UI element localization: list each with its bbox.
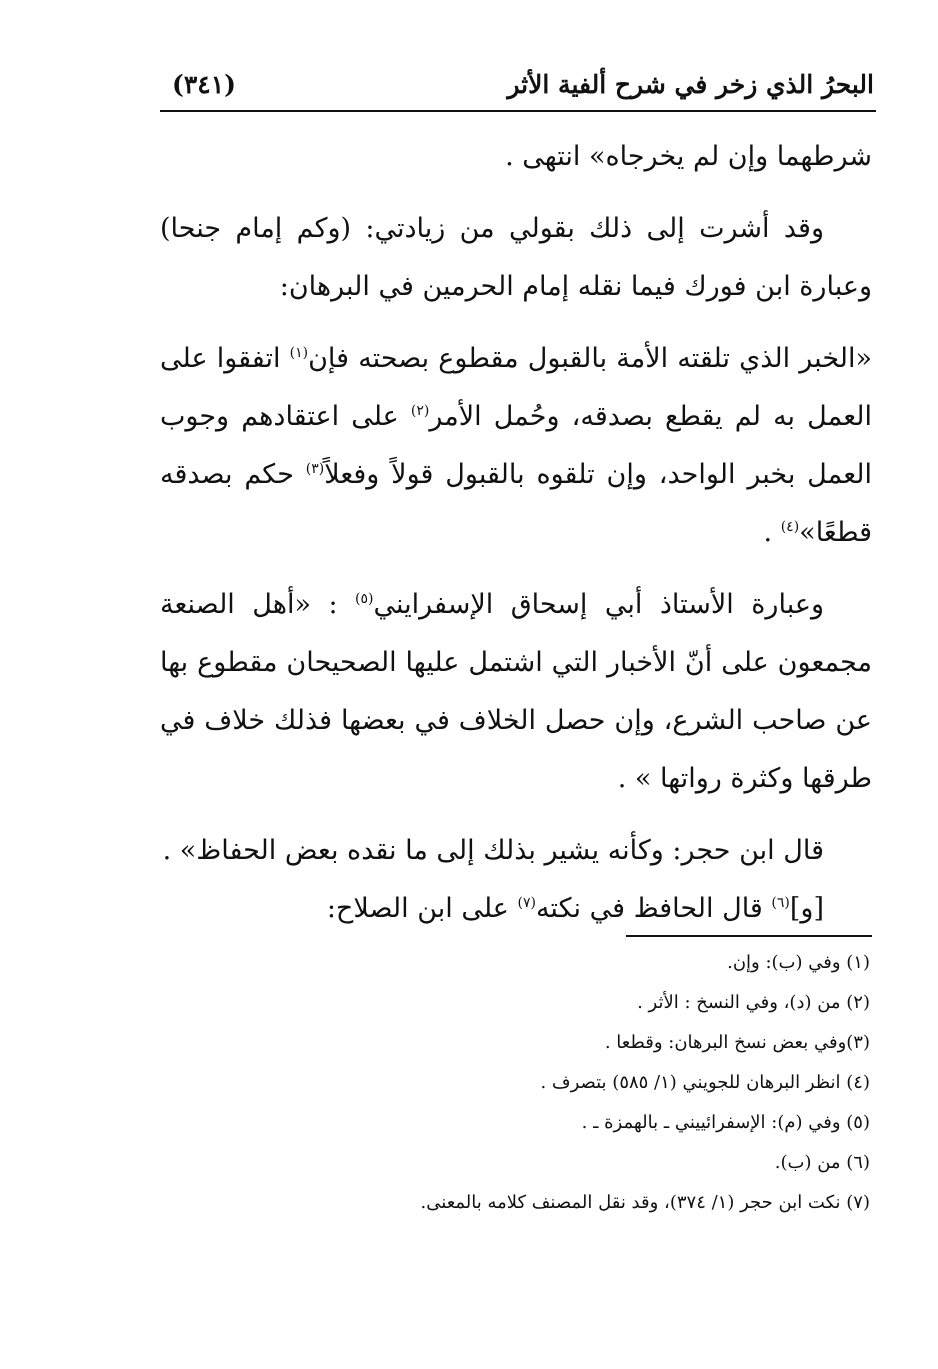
page-number: (٣٤١) bbox=[172, 70, 236, 99]
paragraph-5: قال ابن حجر: وكأنه يشير بذلك إلى ما نقده بعض الحفاظ» . bbox=[162, 835, 824, 866]
main-text bbox=[160, 128, 872, 938]
paragraph-4 bbox=[160, 576, 872, 808]
footnote-ref-4: (٤) bbox=[780, 519, 800, 535]
paragraph-6-text-c: على ابن الصلاح: bbox=[326, 893, 518, 924]
paragraph-6 bbox=[160, 880, 872, 938]
paragraph-3-text-e: . bbox=[763, 517, 781, 548]
paragraph-1: شرطهما وإن لم يخرجاه» انتهى . bbox=[505, 141, 872, 172]
page-header bbox=[160, 60, 876, 112]
footnote-4: (٤) انظر البرهان للجويني (١/ ٥٨٥) بتصرف . bbox=[540, 1072, 870, 1093]
footnote-ref-7: (٧) bbox=[517, 895, 536, 911]
paragraph-3-text-c: على اعتقادهم وجوب العمل بخبر الواحد، وإن تلقوه بالقبول قولاً وفعلاً bbox=[160, 401, 872, 490]
paragraph-6-text-a: [و] bbox=[789, 893, 824, 924]
footnote-ref-5: (٥) bbox=[355, 591, 374, 607]
footnote-7: (٧) نكت ابن حجر (١/ ٣٧٤)، وقد نقل المصنف كلامه بالمعنى. bbox=[420, 1192, 870, 1213]
paragraph-2: وقد أشرت إلى ذلك بقولي من زيادتي: (وكم إمام جنحا) وعبارة ابن فورك فيما نقله إمام الحرمين في البرهان: bbox=[160, 213, 872, 302]
paragraph-3-text-d: حكم بصدقه قطعًا» bbox=[160, 459, 872, 548]
footnote-1: (١) وفي (ب): وإن. bbox=[727, 952, 870, 973]
footnote-ref-6: (٦) bbox=[771, 895, 790, 911]
paragraph-3-text-a: «الخبر الذي تلقته الأمة بالقبول مقطوع بصحته فإن bbox=[308, 343, 872, 374]
paragraph-3-text-b: اتفقوا على العمل به لم يقطع بصدقه، وحُمل الأمر bbox=[160, 343, 872, 432]
footnotes bbox=[300, 943, 870, 1223]
running-title: البحرُ الذي زخر في شرح ألفية الأثر bbox=[507, 70, 874, 99]
paragraph-3 bbox=[160, 330, 872, 562]
footnote-5: (٥) وفي (م): الإسفرائييني ـ بالهمزة ـ . bbox=[581, 1112, 870, 1133]
footnote-2: (٢) من (د)، وفي النسخ : الأثر . bbox=[637, 992, 870, 1013]
paragraph-6-text-b: قال الحافظ في نكته bbox=[535, 893, 772, 924]
paragraph-4-text-a: وعبارة الأستاذ أبي إسحاق الإسفرايني bbox=[373, 589, 824, 620]
footnote-6: (٦) من (ب). bbox=[774, 1152, 870, 1173]
footnote-ref-2: (٢) bbox=[410, 403, 430, 419]
paragraph-4-text-b: : «أهل الصنعة مجمعون على أنّ الأخبار التي اشتمل عليها الصحيحان مقطوع بها عن صاحب الشرع، وإن حصل الخلاف في بعضها فذلك خلاف في طرقها وكثرة رواتها » . bbox=[160, 589, 872, 794]
footnote-separator bbox=[626, 935, 872, 937]
footnote-ref-1: (١) bbox=[289, 345, 309, 361]
footnote-ref-3: (٣) bbox=[305, 461, 325, 477]
footnote-3: (٣)وفي بعض نسخ البرهان: وقطعا . bbox=[604, 1032, 870, 1053]
